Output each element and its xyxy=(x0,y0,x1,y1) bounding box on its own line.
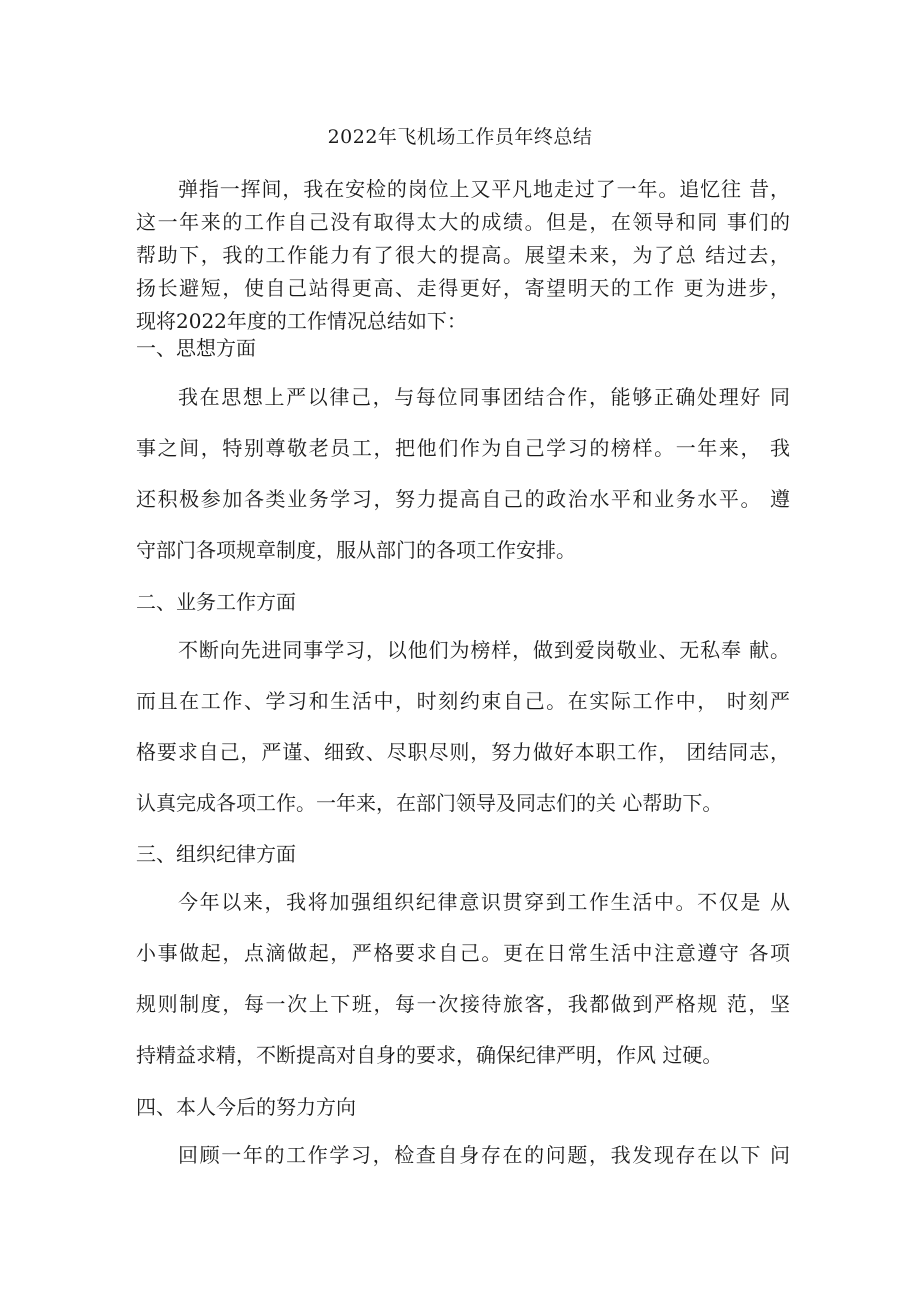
paragraph-line: 小事做起，点滴做起，严格要求自己。更在日常生活中注意遵守 各项 xyxy=(136,941,790,965)
section-paragraph xyxy=(136,372,790,576)
section-heading: 四、本人今后的努力方向 xyxy=(136,1095,356,1119)
paragraph-line: 守部门各项规章制度，服从部门的各项工作安排。 xyxy=(136,538,576,562)
paragraph-line: 规则制度，每一次上下班，每一次接待旅客，我都做到严格规 范，坚 xyxy=(136,992,790,1016)
paragraph-line: 回顾一年的工作学习，检查自身存在的问题，我发现存在以下 问 xyxy=(178,1143,790,1167)
intro-line: 弹指一挥间，我在安检的岗位上又平凡地走过了一年。追忆往 昔， xyxy=(178,177,790,201)
intro-line: 这一年来的工作自己没有取得太大的成绩。但是，在领导和同 事们的 xyxy=(136,210,790,234)
section-paragraph xyxy=(136,1130,790,1181)
paragraph-line: 认真完成各项工作。一年来，在部门领导及同志们的关 心帮助下。 xyxy=(136,791,723,815)
paragraph-line: 不断向先进同事学习，以他们为榜样，做到爱岗敬业、无私奉 献。 xyxy=(178,638,790,662)
section-paragraph xyxy=(136,877,790,1081)
section-heading: 一、思想方面 xyxy=(136,336,256,360)
paragraph-line: 而且在工作、学习和生活中，时刻约束自己。在实际工作中， 时刻严 xyxy=(136,689,790,713)
paragraph-line: 还积极参加各类业务学习，努力提高自己的政治水平和业务水平。 遵 xyxy=(136,487,790,511)
document-title: 2022年飞机场工作员年终总结 xyxy=(327,126,593,148)
paragraph-line: 持精益求精，不断提高对自身的要求，确保纪律严明，作风 过硬。 xyxy=(136,1043,723,1067)
section-paragraph xyxy=(136,625,790,829)
paragraph-line: 格要求自己，严谨、细致、尽职尽则，努力做好本职工作， 团结同志， xyxy=(136,740,790,764)
paragraph-line: 今年以来，我将加强组织纪律意识贯穿到工作生活中。不仅是 从 xyxy=(178,890,790,914)
intro-line: 现将2022年度的工作情况总结如下： xyxy=(136,309,467,333)
paragraph-line: 事之间，特别尊敬老员工，把他们作为自己学习的榜样。一年来， 我 xyxy=(136,436,790,460)
paragraph-line: 我在思想上严以律己，与每位同事团结合作，能够正确处理好 同 xyxy=(178,385,790,409)
section-heading: 三、组织纪律方面 xyxy=(136,842,296,866)
intro-line: 扬长避短，使自己站得更高、走得更好，寄望明天的工作 更为进步， xyxy=(136,276,790,300)
intro-line: 帮助下，我的工作能力有了很大的提高。展望未来，为了总 结过去， xyxy=(136,243,790,267)
section-heading: 二、业务工作方面 xyxy=(136,590,296,614)
intro-paragraph xyxy=(136,173,790,338)
